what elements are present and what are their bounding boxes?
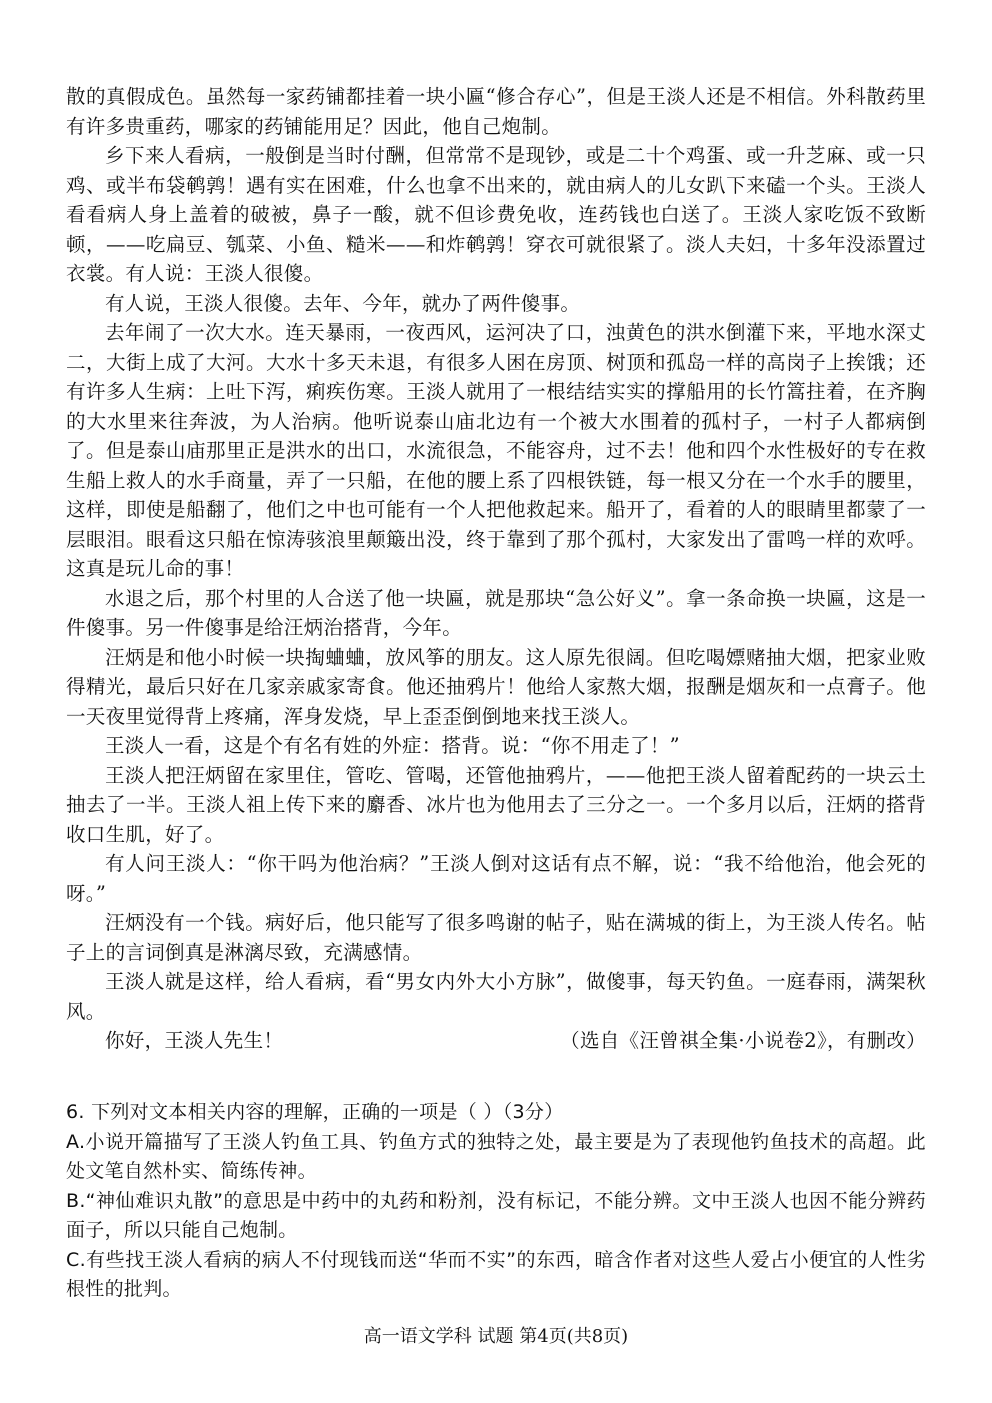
passage-paragraph-9: 有人问王淡人：“你干吗为他治病？”王淡人倒对这话有点不解，说：“我不给他治，他会死的呀。” <box>66 852 926 905</box>
passage-paragraph-4: 去年闹了一次大水。连天暴雨，一夜西风，运河决了口，浊黄色的洪水倒灌下来，平地水深丈二，大街上成了大河。大水十多天未退，有很多人困在房顶、树顶和孤岛一样的高岗子上挨饿；还有许多人生病：上吐下泻，痢疾伤寒。王淡人就用了一根结结实实的撑船用的长竹篙拄着，在齐胸的大水里来往奔波，为人治病。他听说泰山庙北边有一个被大水围着的孤村子，一村子人都病倒了。但是泰山庙那里正是洪水的出口，水流很急，不能容舟，过不去！他和四个水性极好的专在救生船上救人的水手商量，弄了一只船，在他的腰上系了四根铁链，每一根又分在一个水手的腰里，这样，即使是船翻了，他们之中也可能有一个人把他救起来。船开了，看着的人的眼睛里都蒙了一层眼泪。眼看这只船在惊涛骇浪里颠簸出没，终于靠到了那个孤村，大家发出了雷鸣一样的欢呼。这真是玩儿命的事！ <box>66 321 926 580</box>
reading-passage <box>66 82 926 1056</box>
option-c: C.有些找王淡人看病的病人不付现钱而送“华而不实”的东西，暗含作者对这些人爱占小便宜的人性劣根性的批判。 <box>66 1248 926 1300</box>
passage-paragraph-3: 有人说，王淡人很傻。去年、今年，就办了两件傻事。 <box>105 291 581 315</box>
passage-paragraph-11: 王淡人就是这样，给人看病，看“男女内外大小方脉”，做傻事，每天钓鱼。一庭春雨，满架秋风。 <box>66 970 926 1023</box>
passage-paragraph-10: 汪炳没有一个钱。病好后，他只能写了很多鸣谢的帖子，贴在满城的街上，为王淡人传名。帖子上的言词倒真是淋漓尽致，充满感情。 <box>66 911 926 964</box>
source-citation: （选自《汪曾祺全集·小说卷2》，有删改） <box>560 1029 926 1052</box>
passage-paragraph-2: 乡下来人看病，一般倒是当时付酬，但常常不是现钞，或是二十个鸡蛋、或一升芝麻、或一只鸡、或半布袋鹌鹑！遇有实在困难，什么也拿不出来的，就由病人的儿女趴下来磕一个头。王淡人看看病人身上盖着的破被，鼻子一酸，就不但诊费免收，连药钱也白送了。王淡人家吃饭不致断顿，——吃扁豆、瓠菜、小鱼、糙米——和炸鹌鹑！穿衣可就很紧了。淡人夫妇，十多年没添置过衣裳。有人说：王淡人很傻。 <box>66 144 926 285</box>
option-a: A.小说开篇描写了王淡人钓鱼工具、钓鱼方式的独特之处，最主要是为了表现他钓鱼技术的高超。此处文笔自然朴实、简练传神。 <box>66 1130 926 1182</box>
passage-paragraph-5: 水退之后，那个村里的人合送了他一块匾，就是那块“急公好义”。拿一条命换一块匾，这是一件傻事。另一件傻事是给汪炳治搭背，今年。 <box>66 586 926 639</box>
passage-paragraph-1: 散的真假成色。虽然每一家药铺都挂着一块小匾“修合存心”，但是王淡人还是不相信。外科散药里有许多贵重药，哪家的药铺能用足？因此，他自己炮制。 <box>66 85 926 138</box>
passage-paragraph-7: 王淡人一看，这是个有名有姓的外症：搭背。说：“你不用走了！” <box>105 734 680 757</box>
option-b: B.“神仙难识丸散”的意思是中药中的丸药和粉剂，没有标记，不能分辨。文中王淡人也因不能分辨药面子，所以只能自己炮制。 <box>66 1189 926 1241</box>
passage-paragraph-8: 王淡人把汪炳留在家里住，管吃、管喝，还管他抽鸦片，——他把王淡人留着配药的一块云土抽去了一半。王淡人祖上传下来的麝香、冰片也为他用去了三分之一。一个多月以后，汪炳的搭背收口生肌，好了。 <box>66 763 926 846</box>
passage-paragraph-6: 汪炳是和他小时候一块掏蛐蛐，放风筝的朋友。这人原先很阔。但吃喝嫖赌抽大烟，把家业败得精光，最后只好在几家亲戚家寄食。他还抽鸦片！他给人家熬大烟，报酬是烟灰和一点膏子。他一天夜里觉得背上疼痛，浑身发烧，早上歪歪倒倒地来找王淡人。 <box>66 645 926 728</box>
page-footer: 高一语文学科 试题 第4页(共8页) <box>363 1326 629 1347</box>
question-block <box>66 1098 926 1305</box>
closing-greeting: 你好，王淡人先生！ <box>105 1029 284 1052</box>
question-stem: 6. 下列对文本相关内容的理解，正确的一项是（ ）（3分） <box>66 1101 564 1123</box>
passage-closing-line <box>66 1026 926 1056</box>
